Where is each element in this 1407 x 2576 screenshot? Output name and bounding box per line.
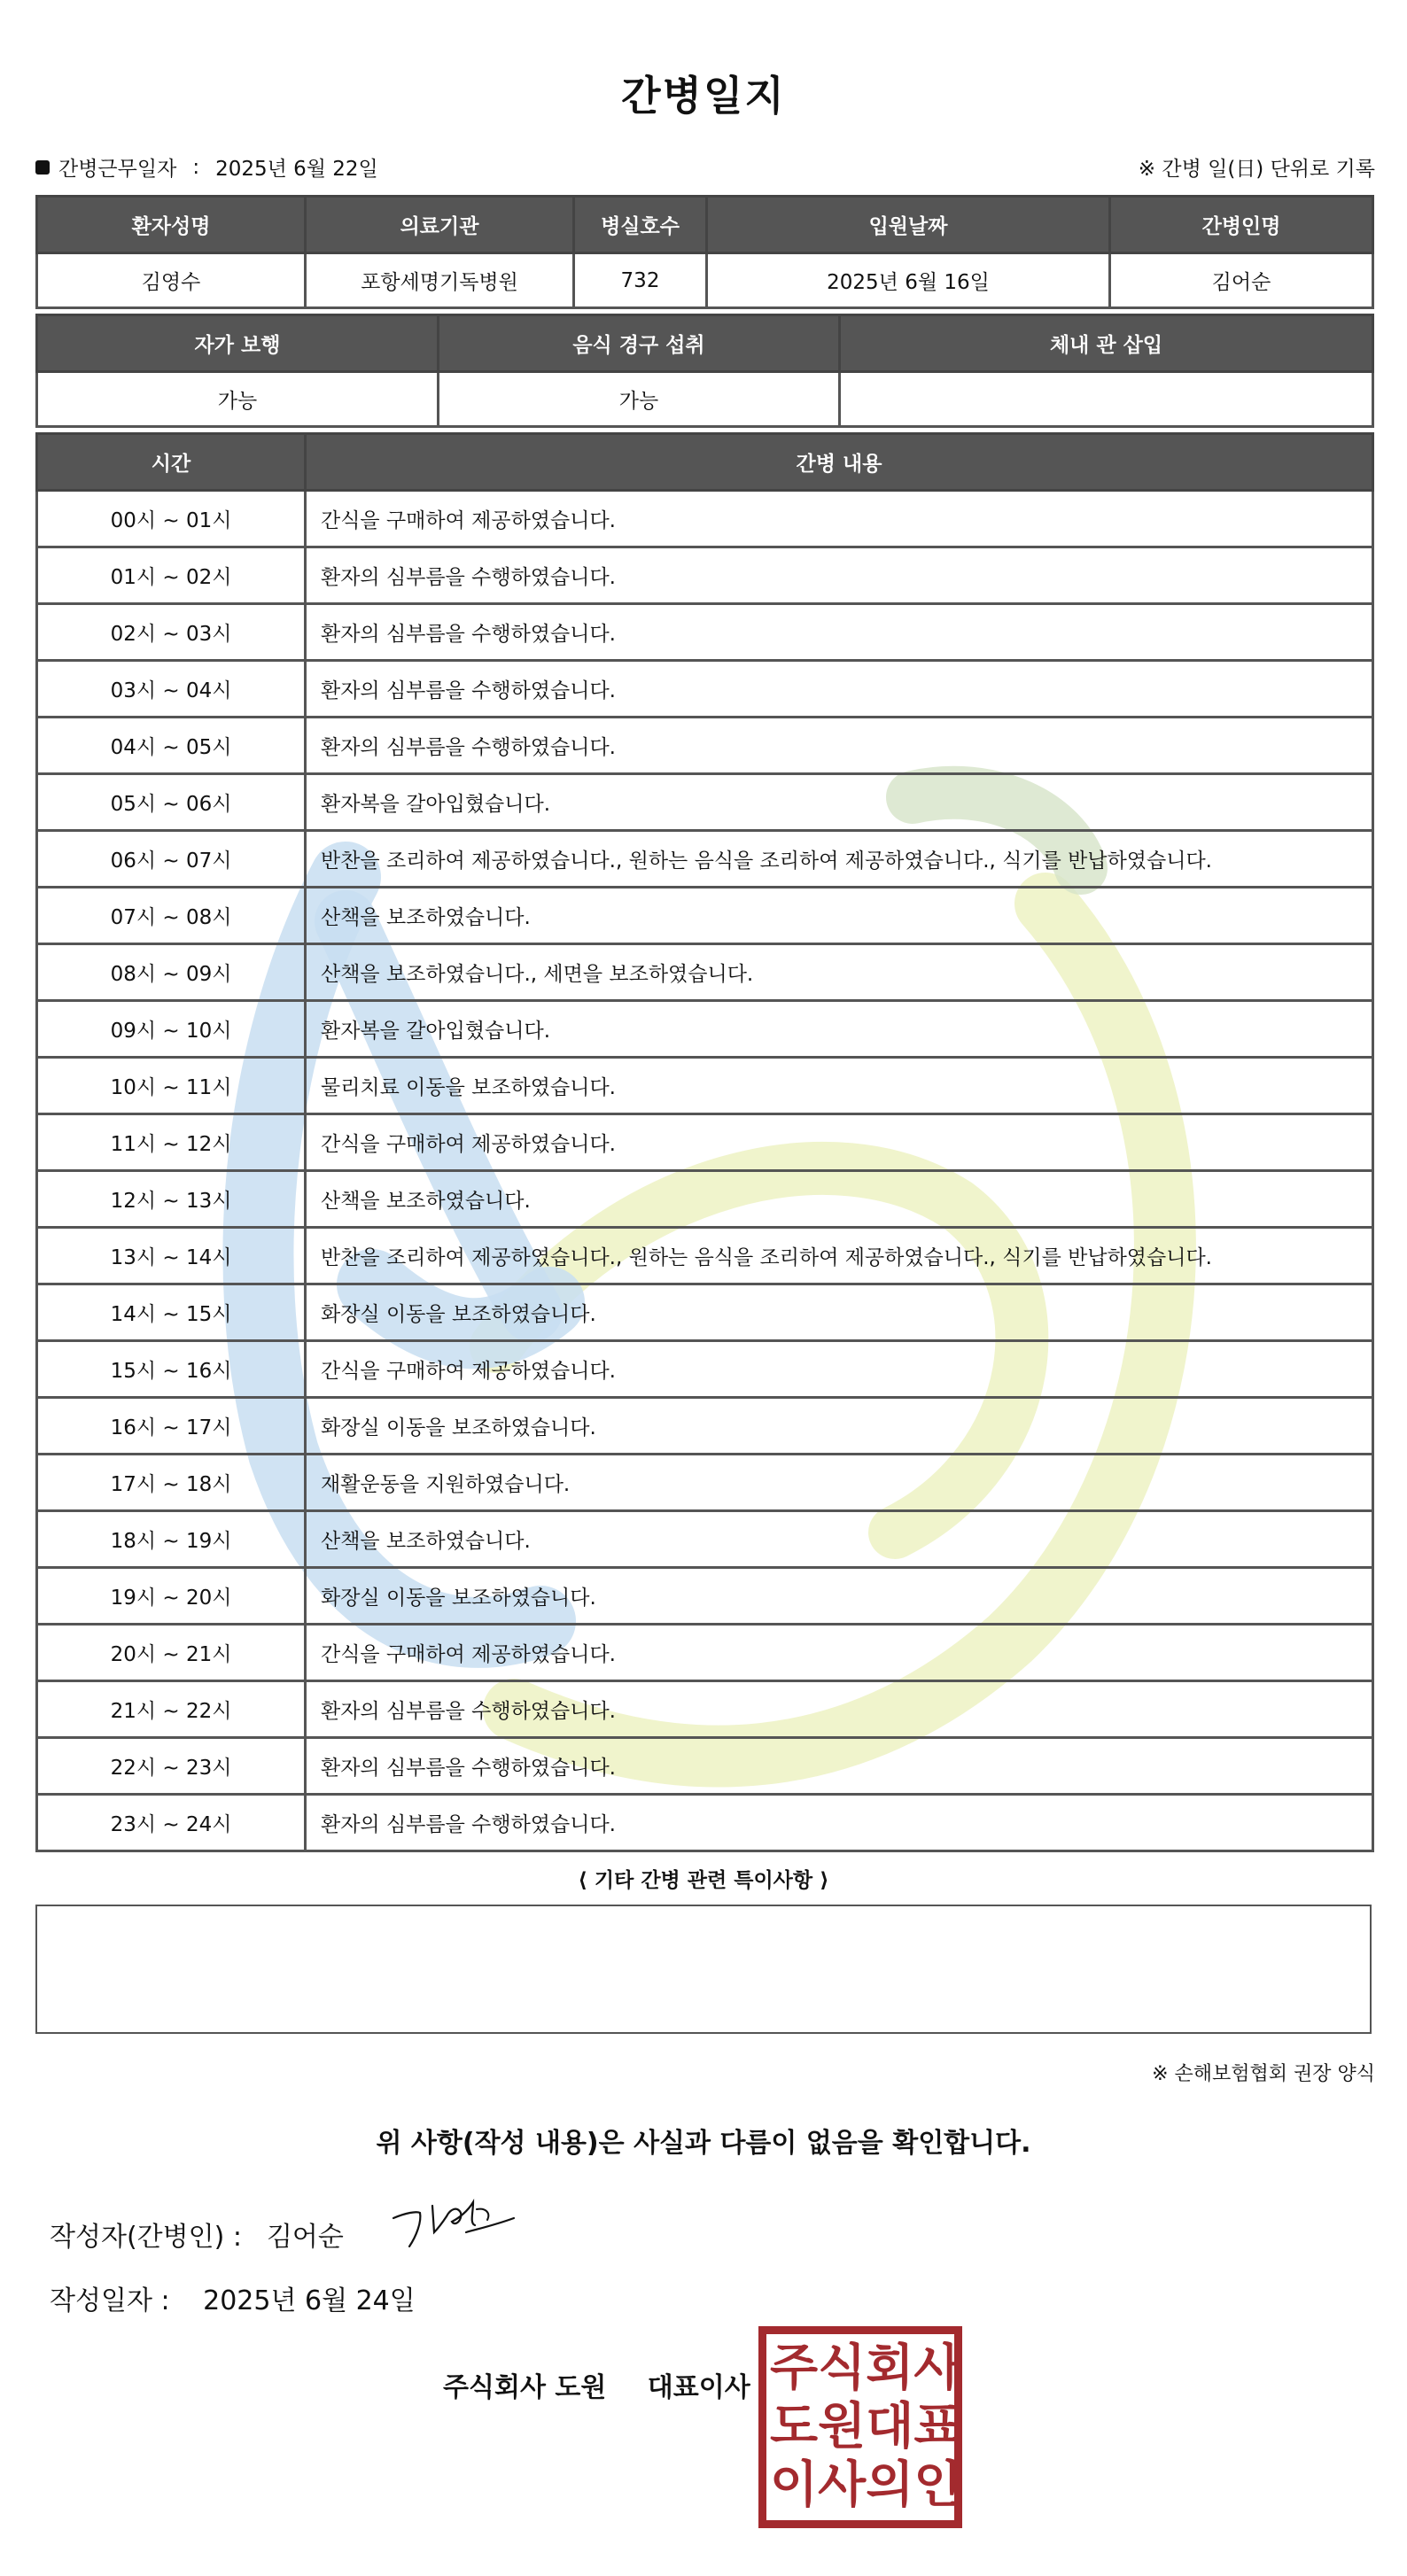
admission-date: 2025년 6월 16일	[707, 253, 1110, 308]
table-row	[37, 1114, 1373, 1171]
care-content-cell: 환자의 심부름을 수행하였습니다.	[306, 604, 1373, 661]
table-row	[37, 1625, 1373, 1681]
seal-character: 의	[866, 2456, 914, 2514]
table-row	[37, 1341, 1373, 1398]
table-row	[37, 718, 1373, 774]
table-row	[37, 1568, 1373, 1625]
table-row	[37, 888, 1373, 944]
table-row	[37, 604, 1373, 661]
care-content-cell: 화장실 이동을 보조하였습니다.	[306, 1398, 1373, 1455]
patient-info-table	[35, 195, 1374, 309]
table-row	[37, 1171, 1373, 1228]
work-date	[35, 152, 378, 182]
time-cell: 20시 ~ 21시	[37, 1625, 306, 1681]
table-row	[37, 1738, 1373, 1795]
care-content-cell: 산책을 보조하였습니다., 세면을 보조하였습니다.	[306, 944, 1373, 1001]
care-content-cell: 간식을 구매하여 제공하였습니다.	[306, 1625, 1373, 1681]
table-row	[37, 1398, 1373, 1455]
header-caregiver: 간병인명	[1110, 197, 1373, 253]
notes-title: ⟨ 기타 간병 관련 특이사항 ⟩	[578, 1869, 829, 1892]
writer-line	[50, 2215, 344, 2254]
time-cell: 07시 ~ 08시	[37, 888, 306, 944]
care-content-cell: 화장실 이동을 보조하였습니다.	[306, 1568, 1373, 1625]
written-date-value: 2025년 6월 24일	[203, 2285, 416, 2316]
care-content-cell: 반찬을 조리하여 제공하였습니다., 원하는 음식을 조리하여 제공하였습니다., 식기를 반납하였습니다.	[306, 1228, 1373, 1284]
time-cell: 05시 ~ 06시	[37, 774, 306, 831]
table-row	[37, 1681, 1373, 1738]
room-number: 732	[574, 253, 707, 308]
care-content-cell: 환자복을 갈아입혔습니다.	[306, 774, 1373, 831]
care-content-cell: 환자의 심부름을 수행하였습니다.	[306, 547, 1373, 604]
seal-character: 대	[866, 2398, 914, 2456]
care-content-cell: 환자복을 갈아입혔습니다.	[306, 1001, 1373, 1058]
table-row	[37, 1058, 1373, 1114]
hospital-name: 포항세명기독병원	[306, 253, 574, 308]
time-cell: 13시 ~ 14시	[37, 1228, 306, 1284]
table-row	[37, 1228, 1373, 1284]
table-row	[37, 1455, 1373, 1511]
table-row	[37, 661, 1373, 718]
table-row	[37, 1284, 1373, 1341]
time-cell: 04시 ~ 05시	[37, 718, 306, 774]
care-log-table	[35, 432, 1374, 1852]
care-content-cell: 물리치료 이동을 보조하였습니다.	[306, 1058, 1373, 1114]
time-cell: 14시 ~ 15시	[37, 1284, 306, 1341]
seal-character: 사	[913, 2339, 962, 2397]
care-log-rows	[37, 491, 1373, 1851]
time-cell: 09시 ~ 10시	[37, 1001, 306, 1058]
caregiver-name: 김어순	[1110, 253, 1373, 308]
table-row	[37, 831, 1373, 888]
care-content-cell: 환자의 심부름을 수행하였습니다.	[306, 661, 1373, 718]
time-cell: 01시 ~ 02시	[37, 547, 306, 604]
signature	[381, 2183, 523, 2254]
time-cell: 17시 ~ 18시	[37, 1455, 306, 1511]
header-oral-intake: 음식 경구 섭취	[439, 315, 840, 372]
work-date-separator: :	[192, 155, 200, 179]
oral-intake-value: 가능	[439, 372, 840, 427]
care-content-cell: 간식을 구매하여 제공하였습니다.	[306, 491, 1373, 547]
care-content-cell: 반찬을 조리하여 제공하였습니다., 원하는 음식을 조리하여 제공하였습니다., 식기를 반납하였습니다.	[306, 831, 1373, 888]
care-content-cell: 간식을 구매하여 제공하였습니다.	[306, 1114, 1373, 1171]
care-content-cell: 산책을 보조하였습니다.	[306, 888, 1373, 944]
writer-label: 작성자(간병인) :	[50, 2222, 242, 2253]
work-date-label: 간병근무일자	[58, 158, 177, 181]
table-row	[37, 774, 1373, 831]
care-content-cell: 간식을 구매하여 제공하였습니다.	[306, 1341, 1373, 1398]
table-row	[37, 1001, 1373, 1058]
table-row	[37, 1511, 1373, 1568]
table-row	[37, 944, 1373, 1001]
header-admission-date: 입원날짜	[707, 197, 1110, 253]
seal-character: 도	[770, 2398, 819, 2456]
company-line	[443, 2365, 750, 2404]
time-cell: 15시 ~ 16시	[37, 1341, 306, 1398]
notes-box	[35, 1905, 1372, 2034]
writer-name: 김어순	[266, 2222, 344, 2253]
time-cell: 06시 ~ 07시	[37, 831, 306, 888]
time-cell: 21시 ~ 22시	[37, 1681, 306, 1738]
care-content-cell: 산책을 보조하였습니다.	[306, 1171, 1373, 1228]
header-tube-insertion: 체내 관 삽입	[840, 315, 1373, 372]
table-row	[37, 491, 1373, 547]
company-name: 주식회사 도원	[443, 2372, 607, 2403]
time-cell: 00시 ~ 01시	[37, 491, 306, 547]
seal-character: 표	[913, 2398, 962, 2456]
written-date-line	[50, 2278, 416, 2317]
time-cell: 23시 ~ 24시	[37, 1795, 306, 1851]
patient-name: 김영수	[37, 253, 306, 308]
care-content-cell: 산책을 보조하였습니다.	[306, 1511, 1373, 1568]
care-content-cell: 환자의 심부름을 수행하였습니다.	[306, 1738, 1373, 1795]
tube-insertion-value	[840, 372, 1373, 427]
time-cell: 02시 ~ 03시	[37, 604, 306, 661]
company-rep-title: 대표이사	[647, 2372, 750, 2403]
header-time: 시간	[37, 434, 306, 491]
time-cell: 08시 ~ 09시	[37, 944, 306, 1001]
care-content-cell: 재활운동을 지원하였습니다.	[306, 1455, 1373, 1511]
header-hospital: 의료기관	[306, 197, 574, 253]
self-walking-value: 가능	[37, 372, 439, 427]
seal-character: 인	[913, 2456, 962, 2514]
time-cell: 18시 ~ 19시	[37, 1511, 306, 1568]
care-content-cell: 환자의 심부름을 수행하였습니다.	[306, 1681, 1373, 1738]
work-date-value: 2025년 6월 22일	[215, 158, 378, 181]
confirmation-statement: 위 사항(작성 내용)은 사실과 다름이 없음을 확인합니다.	[376, 2128, 1031, 2159]
header-room: 병실호수	[574, 197, 707, 253]
time-cell: 22시 ~ 23시	[37, 1738, 306, 1795]
care-content-cell: 화장실 이동을 보조하였습니다.	[306, 1284, 1373, 1341]
time-cell: 19시 ~ 20시	[37, 1568, 306, 1625]
seal-character: 원	[818, 2398, 867, 2456]
header-self-walking: 자가 보행	[37, 315, 439, 372]
seal-character: 사	[818, 2456, 867, 2514]
header-care-content: 간병 내용	[306, 434, 1373, 491]
time-cell: 11시 ~ 12시	[37, 1114, 306, 1171]
bullet-square-icon	[35, 160, 50, 175]
seal-character: 회	[866, 2339, 914, 2397]
daily-note: ※ 간병 일(日) 단위로 기록	[1138, 158, 1375, 181]
time-cell: 10시 ~ 11시	[37, 1058, 306, 1114]
time-cell: 03시 ~ 04시	[37, 661, 306, 718]
company-seal-stamp	[758, 2326, 962, 2528]
time-cell: 12시 ~ 13시	[37, 1171, 306, 1228]
time-cell: 16시 ~ 17시	[37, 1398, 306, 1455]
patient-status-table	[35, 314, 1374, 428]
seal-character: 이	[770, 2456, 819, 2514]
source-note: ※ 손해보험협회 권장 양식	[1152, 2063, 1375, 2085]
care-content-cell: 환자의 심부름을 수행하였습니다.	[306, 718, 1373, 774]
care-content-cell: 환자의 심부름을 수행하였습니다.	[306, 1795, 1373, 1851]
seal-character: 식	[818, 2339, 867, 2397]
written-date-label: 작성일자 :	[50, 2285, 170, 2316]
document-title: 간병일지	[621, 72, 786, 120]
header-patient-name: 환자성명	[37, 197, 306, 253]
table-row	[37, 547, 1373, 604]
table-row	[37, 1795, 1373, 1851]
seal-character: 주	[770, 2339, 819, 2397]
